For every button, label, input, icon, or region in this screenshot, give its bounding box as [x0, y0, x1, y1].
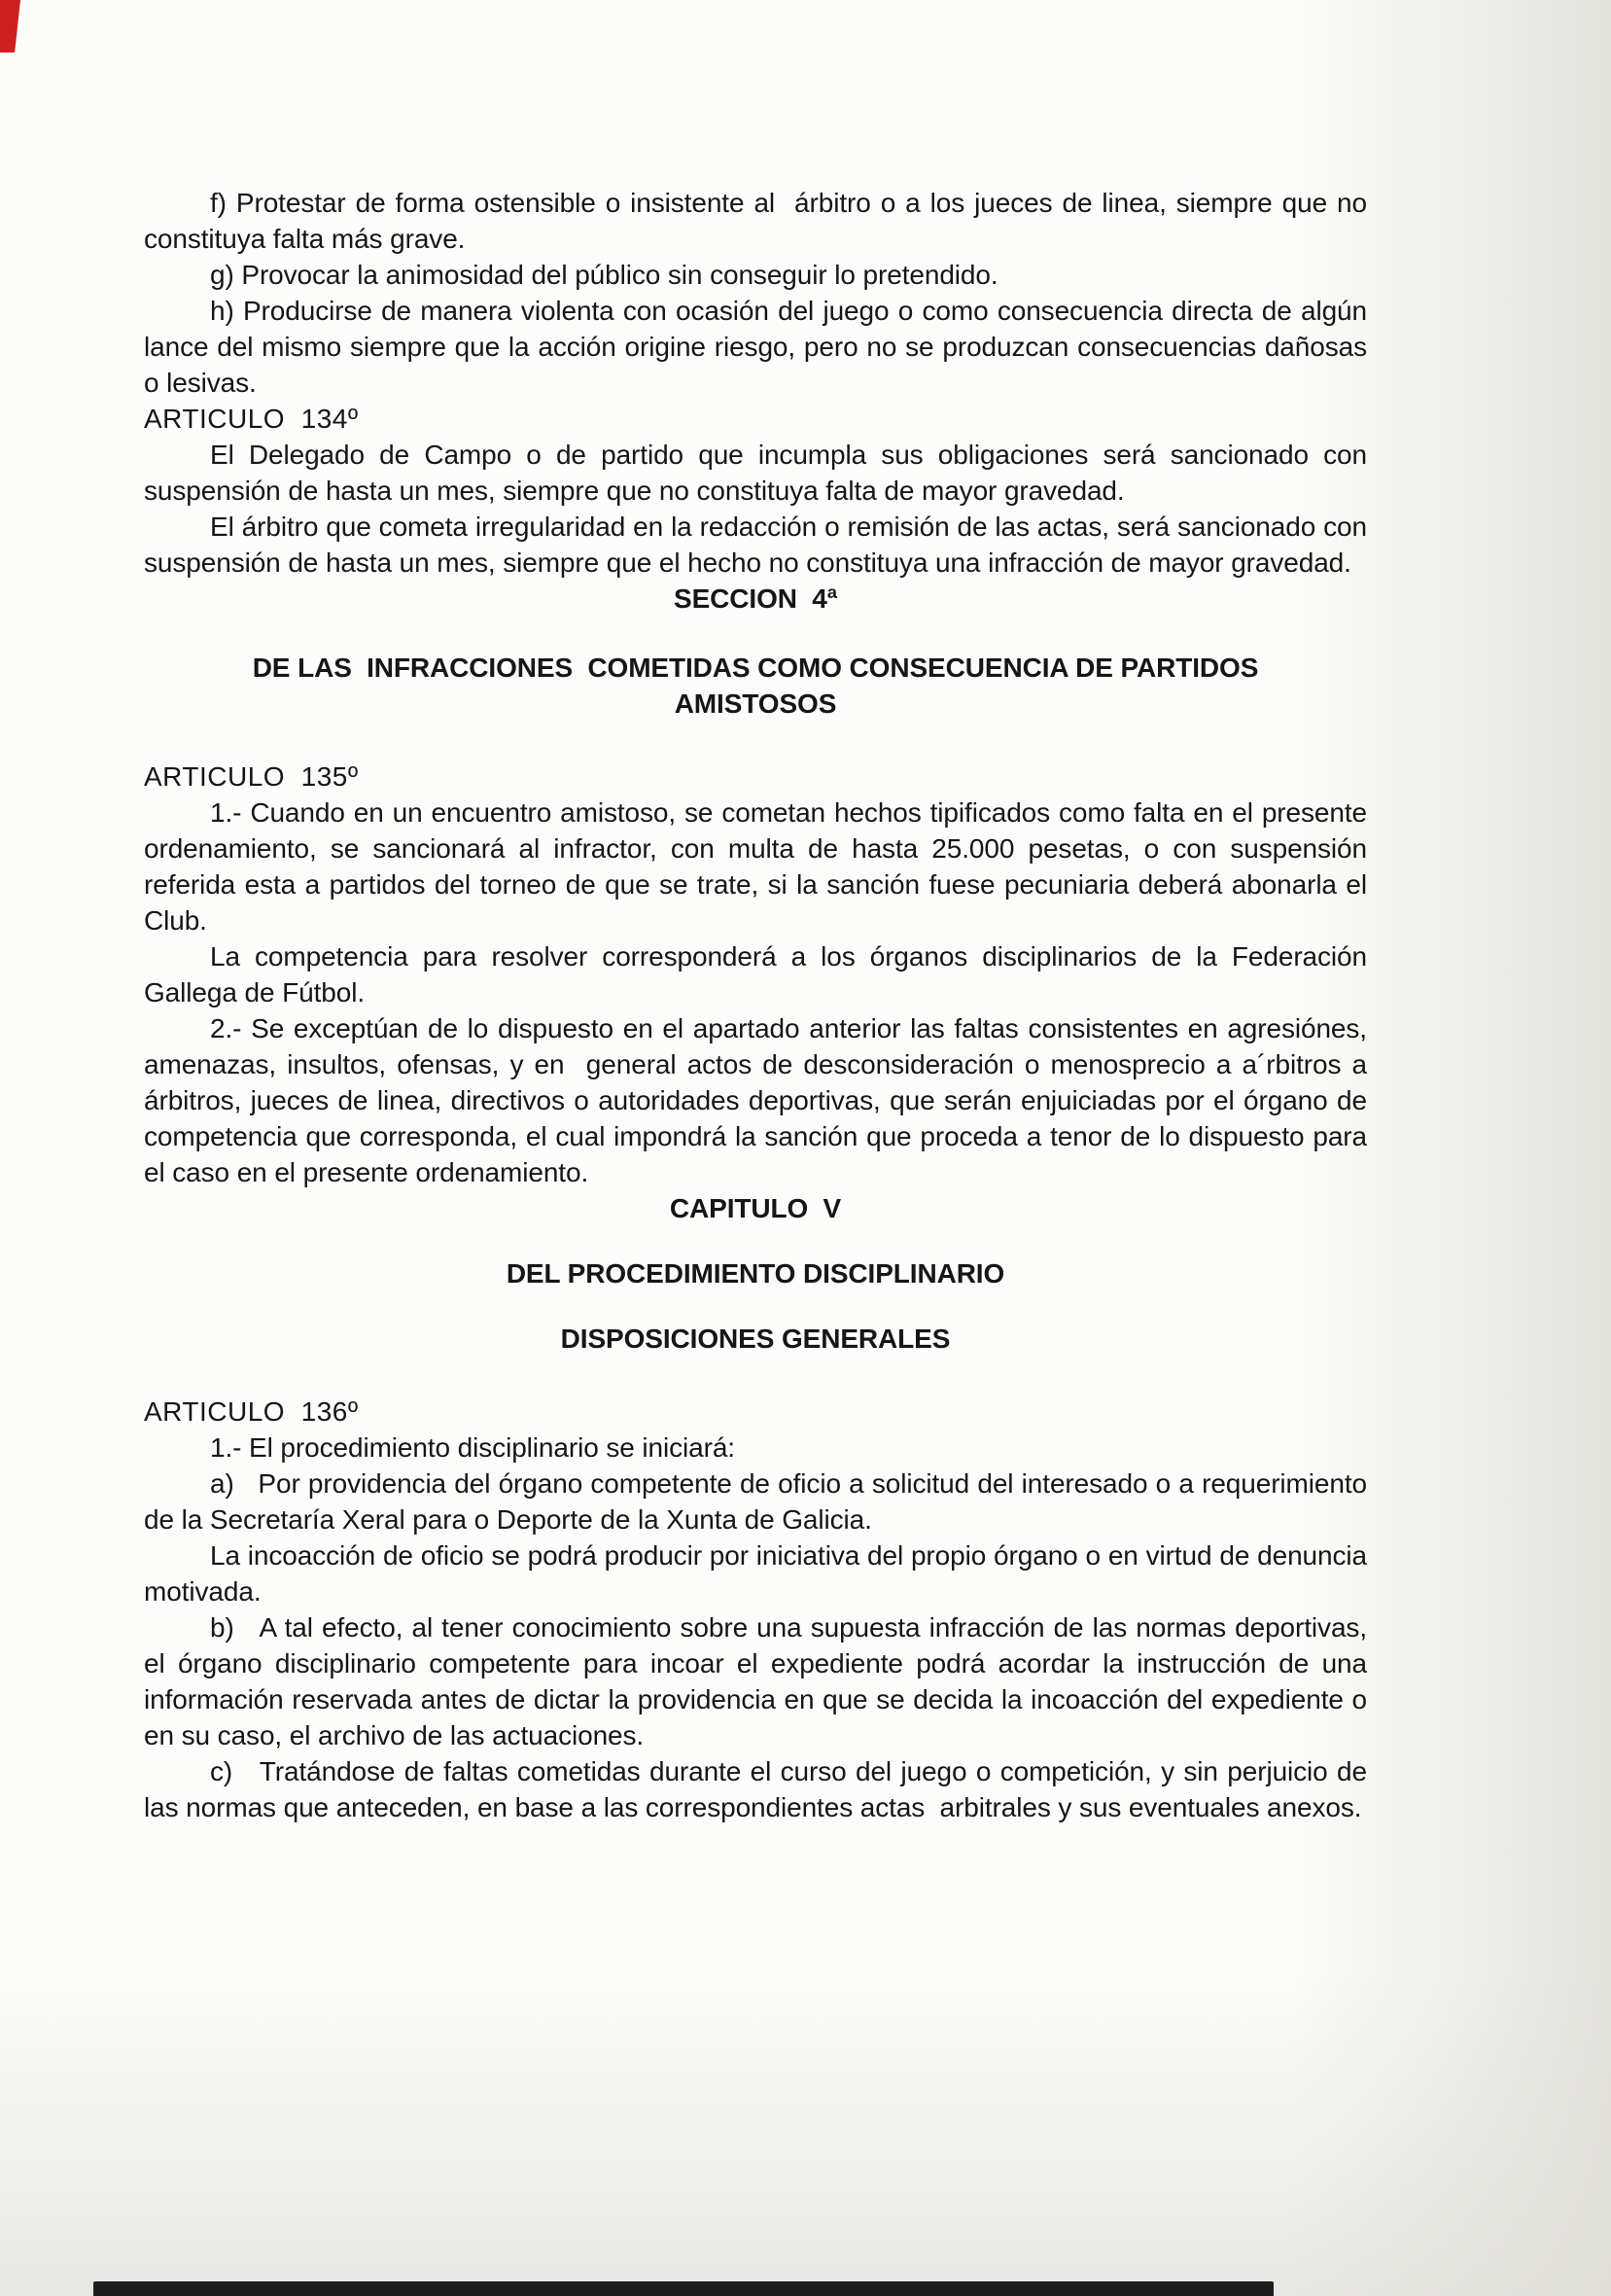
heading-articulo-134: ARTICULO 134º	[144, 404, 359, 434]
articulo-136-intro: 1.- El procedimiento disciplinario se iniciará:	[210, 1432, 735, 1463]
seccion-4-title: DE LAS INFRACCIONES COMETIDAS COMO CONSECUENCIA DE PARTIDOS AMISTOSOS	[252, 653, 1259, 719]
articulo-135-paragraph-1: 1.- Cuando en un encuentro amistoso, se cometan hechos tipificados como falta en el presente ordenamiento, se sancionará al infractor, con multa de hasta 25.000 pesetas, o con suspensión referida esta a partidos del torneo de que se trate, si la sanción fuese pecuniaria deberá abonarla el Club.	[144, 797, 1367, 936]
articulo-135-paragraph-2: La competencia para resolver corresponderá a los órganos disciplinarios de la Federación Gallega de Fútbol.	[144, 941, 1367, 1007]
heading-capitulo-v: CAPITULO V	[669, 1193, 842, 1223]
heading-articulo-135: ARTICULO 135º	[144, 761, 359, 792]
document-content	[144, 185, 1367, 1825]
heading-seccion-4: SECCION 4ª	[674, 583, 837, 614]
capitulo-v-subtitle-1: DEL PROCEDIMIENTO DISCIPLINARIO	[506, 1258, 1005, 1289]
articulo-136-item-a-continuation: La incoacción de oficio se podrá producir por iniciativa del propio órgano o en virtud de denuncia motivada.	[144, 1540, 1367, 1607]
articulo-134-paragraph-2: El árbitro que cometa irregularidad en la redacción o remisión de las actas, será sancionado con suspensión de hasta un mes, siempre que el hecho no constituya una infracción de mayor gravedad.	[144, 512, 1367, 578]
clause-h: h) Producirse de manera violenta con ocasión del juego o como consecuencia directa de algún lance del mismo siempre que la acción origine riesgo, pero no se produzcan consecuencias dañosas o lesivas.	[144, 296, 1367, 398]
articulo-136-item-c: c) Tratándose de faltas cometidas durante el curso del juego o competición, y sin perjuicio de las normas que anteceden, en base a las correspondientes actas arbitrales y sus eventuales anexos.	[144, 1756, 1367, 1822]
red-corner-scan-mark	[0, 0, 20, 53]
articulo-135-paragraph-3: 2.- Se exceptúan de lo dispuesto en el apartado anterior las faltas consistentes en agresiónes, amenazas, insultos, ofensas, y en general actos de desconsideración o menosprecio a a´rbitros a árbitros, jueces de linea, directivos o autoridades deportivas, que serán enjuiciadas por el órgano de competencia que corresponda, el cual impondrá la sanción que proceda a tenor de lo dispuesto para el caso en el presente ordenamiento.	[144, 1013, 1367, 1187]
articulo-136-item-b: b) A tal efecto, al tener conocimiento sobre una supuesta infracción de las normas deportivas, el órgano disciplinario competente para incoar el expediente podrá acordar la instrucción de una información reservada antes de dictar la providencia en que se decida la incoacción del expediente o en su caso, el archivo de las actuaciones.	[144, 1612, 1367, 1750]
clause-f: f) Protestar de forma ostensible o insistente al árbitro o a los jueces de linea, siempre que no constituya falta más grave.	[144, 188, 1367, 254]
scan-edge-strip	[93, 2281, 1274, 2296]
heading-articulo-136: ARTICULO 136º	[144, 1396, 359, 1427]
clause-g: g) Provocar la animosidad del público sin conseguir lo pretendido.	[210, 260, 998, 290]
articulo-134-paragraph-1: El Delegado de Campo o de partido que incumpla sus obligaciones será sancionado con suspensión de hasta un mes, siempre que no constituya falta de mayor gravedad.	[144, 440, 1367, 506]
capitulo-v-subtitle-2: DISPOSICIONES GENERALES	[560, 1324, 951, 1354]
articulo-136-item-a: a) Por providencia del órgano competente de oficio a solicitud del interesado o a requerimiento de la Secretaría Xeral para o Deporte de la Xunta de Galicia.	[144, 1468, 1367, 1535]
